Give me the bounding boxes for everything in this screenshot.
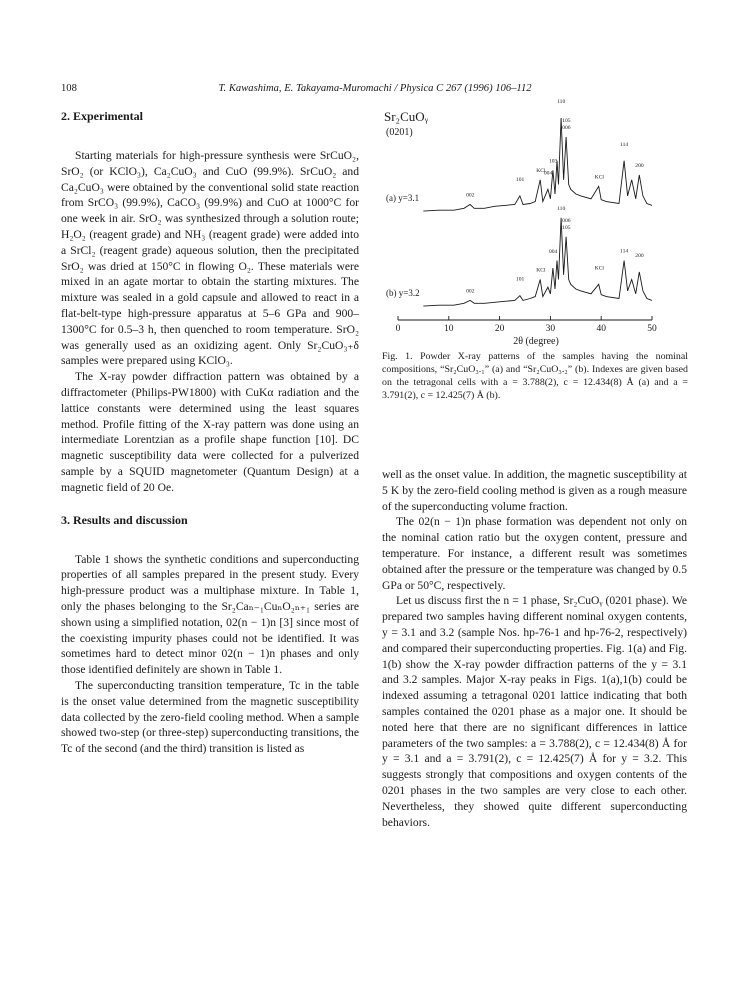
- xrd-figure: [382, 99, 690, 353]
- x-tick-label: 30: [545, 324, 556, 334]
- peak-label: 200: [635, 163, 644, 169]
- x-axis-label: 2θ (degree): [513, 336, 559, 347]
- right-column: [382, 467, 687, 830]
- left-column: [61, 108, 359, 757]
- series-line-1: [423, 218, 652, 306]
- section-heading-experimental: 2. Experimental: [61, 109, 143, 123]
- paragraph-n1-phase: Let us discuss first the n = 1 phase, Sr₂CuOᵧ (0201 phase). We prepared two samples having different nominal oxygen contents, y = 3.1 and 3.2 (sample Nos. hp-76-1 and hp-76-2, respectively) and compared their superconducting properties. Fig. 1(a) and Fig. 1(b) show the X-ray powder diffraction patterns of the y = 3.1 and 3.2 samples. Major X-ray peaks in Figs. 1(a),1(b) could be indexed assuming a tetragonal 0201 lattice indicating that both samples contained the 0201 phase as a major one. It should be noted here that there are no significant differences in lattice parameters of the two samples: a = 3.788(2), c = 12.434(8) Å for y = 3.1 and a = 3.791(2), c = 12.425(7) Å for y = 3.2. This suggests strongly that compositions and oxygen contents of the 0201 phases in the two samples are very close to each other. Nevertheless, they showed quite different superconducting behaviors.: [382, 594, 687, 829]
- paragraph-table-intro: Table 1 shows the synthetic conditions and superconducting properties of all samples prepared in the present study. Every high-pressure product was a multiphase mixture. In Table 1, only the phases belonging to the Sr₂Caₙ₋₁CuₙO₂ₙ₊₁ series are shown using a simplified notation, 02(n − 1)n [3] since most of the coexisting impurity phases could not be identified. It was sometimes hard to detect minor 02(n − 1)n phases and only those identified definitely are shown in Table 1.: [61, 552, 359, 677]
- x-axis: [396, 316, 657, 334]
- peak-label: 006: [562, 217, 571, 224]
- paragraph-xray-method: The X-ray powder diffraction pattern was obtained by a diffractometer (Philips-PW1800) with CuKα radiation and the lattice constants were determined using the least squares method. Profile fitting of the X-ray pattern was done using an intermediate Lorentzian as a profile shape function [10]. DC magnetic susceptibility data were collected for a pulverized sample by a SQUID magnetometer (Quantum Design) at a magnetic field of 20 Oe.: [61, 370, 359, 494]
- running-title: T. Kawashima, E. Takayama-Muromachi / Physica C 267 (1996) 106–112: [218, 83, 532, 94]
- x-tick-label: 0: [395, 324, 401, 334]
- peak-label: KCl: [594, 265, 604, 272]
- peak-label: 006: [562, 125, 571, 131]
- peak-label: 200: [635, 252, 644, 259]
- peak-label: KCl: [536, 267, 546, 274]
- paragraph-continuation: well as the onset value. In addition, the magnetic susceptibility at 5 K by the zero-field cooling method is given as a rough measure of the superconducting volume fraction.: [382, 468, 687, 513]
- page-number: 108: [61, 83, 77, 94]
- peak-label: 004: [543, 170, 553, 177]
- x-tick-label: 50: [647, 324, 657, 334]
- figure-caption: Fig. 1. Powder X-ray patterns of the samples having the nominal compositions, “Sr₂CuO₃.₁” (a) and “Sr₂CuO₃.₂” (b). Indexes are given based on the tetragonal cells with a = 3.788(2), c = 12.434(8) Å (a) and a = 3.791(2), c = 12.425(7) Å (b).: [382, 351, 688, 401]
- peak-label: 103: [548, 158, 558, 165]
- peak-label: KCl: [594, 174, 604, 181]
- series-name-0: (a) y=3.1: [386, 193, 420, 203]
- peak-label: 101: [515, 176, 525, 183]
- series-name-1: (b) y=3.2: [386, 288, 420, 298]
- x-tick-label: 40: [596, 324, 606, 334]
- xrd-chart: [382, 99, 690, 353]
- section-heading-results: 3. Results and discussion: [61, 512, 188, 527]
- x-tick-label: 10: [444, 324, 454, 334]
- x-tick-label: 20: [494, 324, 505, 334]
- chart-title: Sr₂CuOᵧ: [384, 109, 429, 124]
- peak-label: 114: [620, 141, 629, 148]
- peak-label: 114: [620, 248, 629, 255]
- peak-label: 105: [562, 118, 571, 124]
- running-header: [61, 83, 689, 97]
- series-line-0: [423, 118, 652, 211]
- peak-label: 105: [562, 224, 571, 231]
- chart-subtitle: (0201): [386, 127, 413, 138]
- peak-label: 101: [515, 276, 525, 283]
- peak-label: 004: [548, 249, 558, 256]
- peak-label: 110: [557, 99, 566, 105]
- paragraph-tc-definition: The superconducting transition temperature, Tc in the table is the onset value determined from the magnetic susceptibility data collected by the zero-field cooling method. When a sample showed two-step (or three-step) superconducting transitions, the Tc of the second (and the third) transition is listed as: [61, 678, 359, 756]
- paragraph-phase-formation: The 02(n − 1)n phase formation was dependent not only on the nominal cation ratio but the oxygen content, pressure and temperature. For instance, a different result was sometimes obtained after the pressure or the temperature was changed by 0.5 GPa or 50°C, respectively.: [382, 515, 687, 592]
- peak-labels-group: [466, 99, 644, 294]
- peak-label: 002: [466, 192, 475, 199]
- paragraph-materials: Starting materials for high-pressure synthesis were SrCuO₂, SrO₂ (or KClO₃), Ca₂CuO₃ and CuO (99.9%). SrCuO₂ and Ca₂CuO₃ were obtained by the conventional solid state reaction from SrCO₃ (99.9%), CaCO₃ (99.9%) and CuO at 1000°C for one week in air. SrO₂ was synthesized through a solution route; H₂O₂ (reagent grade) and NH₃ (reagent grade) were added into a SrCl₂ (reagent grade) aqueous solution, then the precipitated SrO₂ was dried at 150°C in flowing O₂. These materials were mixed in an agate mortar to obtain the starting mixtures. The mixture was sealed in a gold capsule and allowed to react in a flat-belt-type high-pressure apparatus at 5–6 GPa and 900–1300°C for 0.5–3 h, then quenched to room temperature. SrO₂ was generally used as an oxidizing agent. Only Sr₂CuO₃₊δ samples were prepared using KClO₃.: [61, 149, 359, 368]
- peak-label: 002: [466, 288, 475, 295]
- peak-label: KCl: [536, 167, 546, 174]
- peak-label: 110: [557, 205, 566, 212]
